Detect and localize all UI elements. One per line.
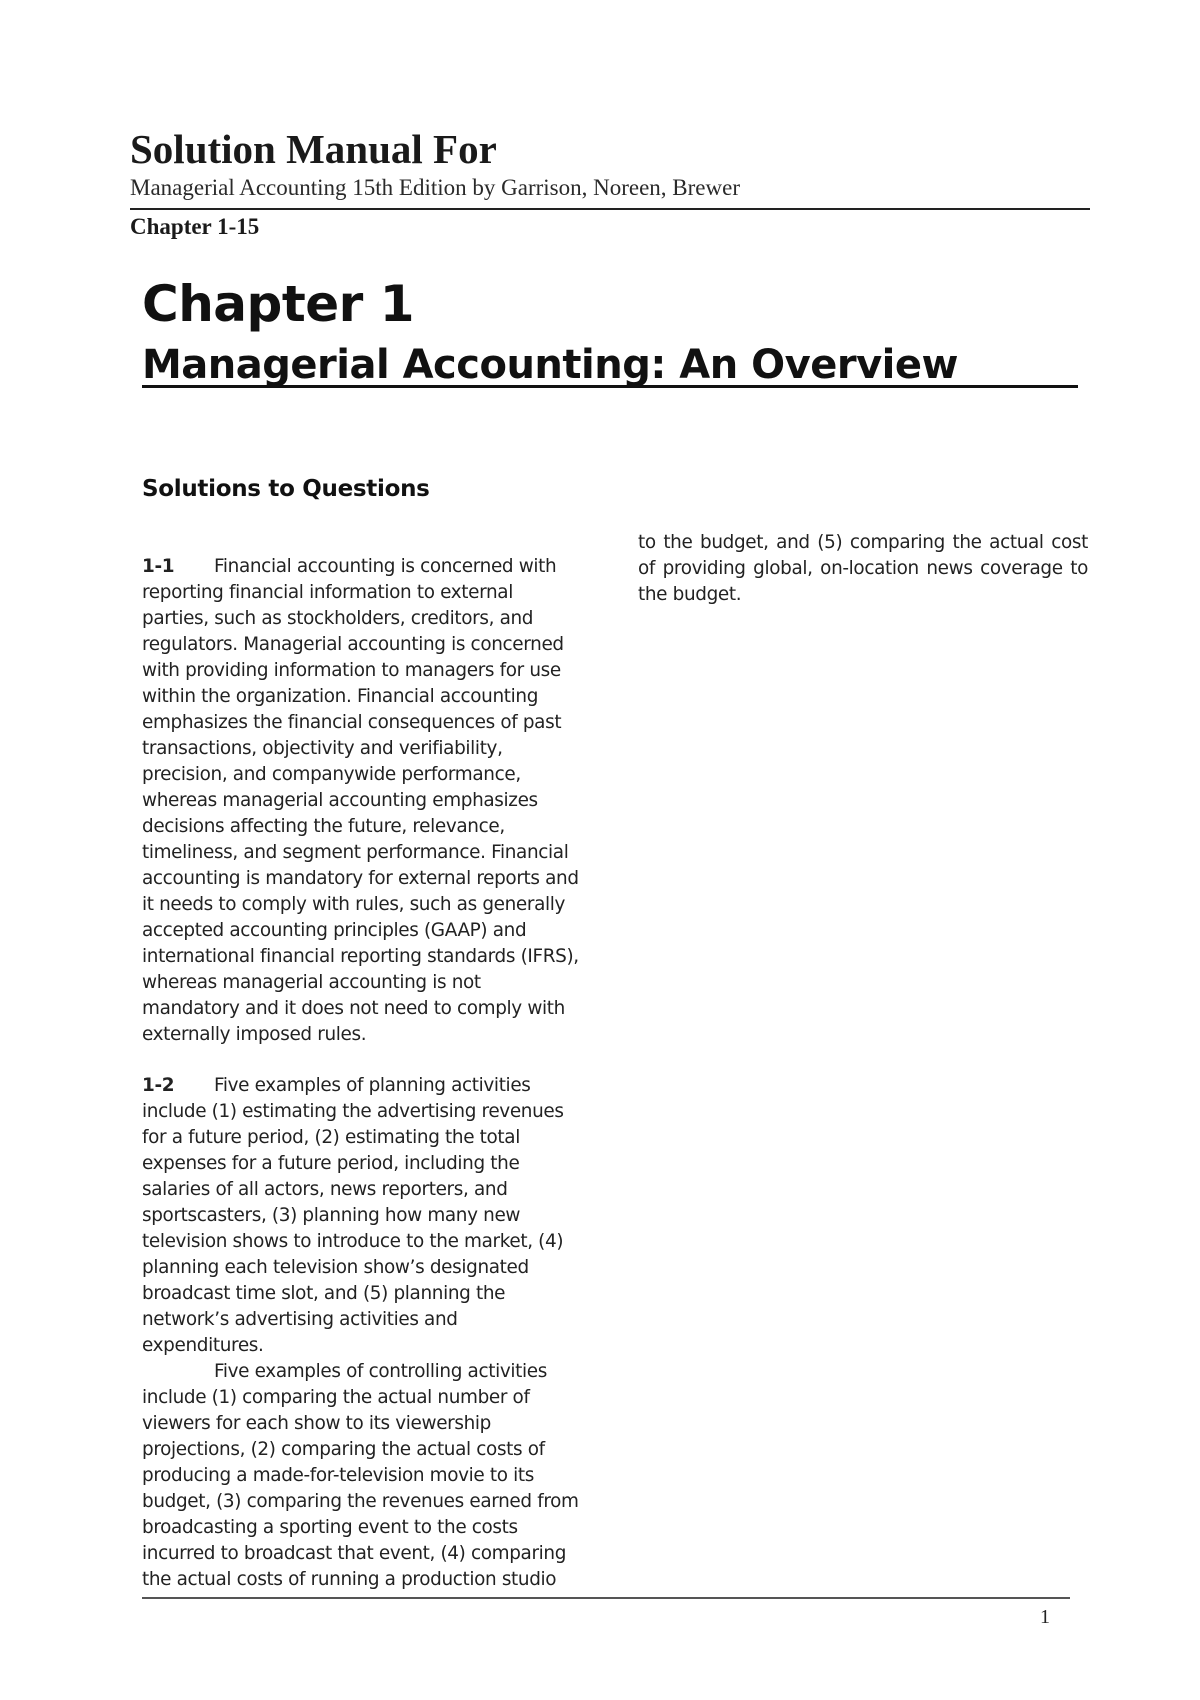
- section-heading: Solutions to Questions: [142, 476, 430, 502]
- answer-block: [142, 1073, 582, 1593]
- answer-continuation: to the budget, and (5) comparing the actual cost of providing global, on-location news coverage to the budget.: [638, 532, 1088, 605]
- answer-paragraph: [142, 554, 582, 1048]
- footer-divider: [142, 1597, 1070, 1599]
- chapter-range-label: Chapter 1-15: [130, 214, 260, 239]
- document-title: Solution Manual For: [130, 126, 497, 172]
- answer-number: 1-1: [142, 556, 175, 577]
- answer-paragraph: Five examples of controlling activities include (1) comparing the actual number of viewers for each show to its viewership projections, (2) comparing the actual costs of producing a made-for-television movie to its budget, (3) comparing the revenues earned from broadcasting a sporting event to the costs incurred to broadcast that event, (4) comparing the actual costs of running a production studio: [142, 1361, 579, 1590]
- document-subtitle: Managerial Accounting 15th Edition by Garrison, Noreen, Brewer: [130, 175, 740, 200]
- answer-paragraph: [142, 1073, 582, 1359]
- answer-number: 1-2: [142, 1075, 175, 1096]
- header-divider: [130, 208, 1090, 210]
- left-text-column: [142, 554, 582, 1618]
- chapter-title: Managerial Accounting: An Overview: [142, 342, 958, 388]
- chapter-number-heading: Chapter 1: [142, 275, 414, 333]
- page-number: 1: [1040, 1606, 1050, 1628]
- answer-text: Financial accounting is concerned with reporting financial information to external parties, such as stockholders, creditors, and regulators. Managerial accounting is concerned with providing information to managers for use within the organization. Financial accounting emphasizes the financial consequences of past transactions, objectivity and verifiability, precision, and companywide performance, whereas managerial accounting emphasizes decisions affecting the future, relevance, timeliness, and segment performance. Financial accounting is mandatory for external reports and it needs to comply with rules, such as generally accepted accounting principles (GAAP) and international financial reporting standards (IFRS), whereas managerial accounting is not mandatory and it does not need to comply with externally imposed rules.: [142, 556, 579, 1045]
- chapter-title-underline: [142, 385, 1078, 388]
- answer-block: [142, 554, 582, 1048]
- answer-text: Five examples of planning activities include (1) estimating the advertising revenues for a future period, (2) estimating the total expenses for a future period, including the salaries of all actors, news reporters, and sportscasters, (3) planning how many new television shows to introduce to the market, (4) planning each television show’s designated broadcast time slot, and (5) planning the network’s advertising activities and expenditures.: [142, 1075, 564, 1356]
- right-text-column: [638, 530, 1088, 608]
